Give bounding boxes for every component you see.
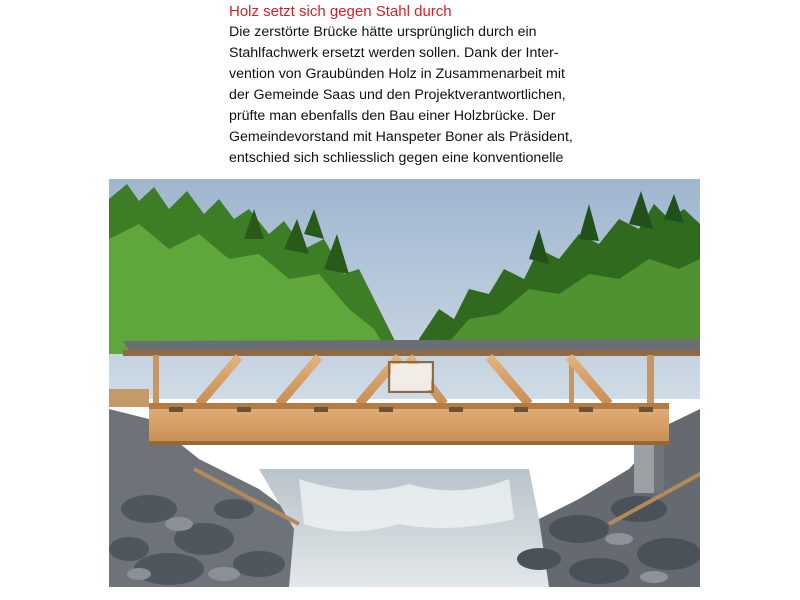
bridge-deck-bottom — [149, 441, 669, 445]
bridge-signboard — [391, 364, 431, 390]
article-line: Die zerstörte Brücke hätte ursprünglich durch ein — [229, 24, 537, 40]
article-line: vention von Graubünden Holz in Zusammenarbeit mit — [229, 66, 565, 82]
article-text-block — [229, 2, 589, 169]
bridge-roof — [123, 339, 700, 351]
bridge-roof-edge — [123, 350, 700, 356]
bridge-pier-shadow — [654, 441, 664, 493]
article-heading: Holz setzt sich gegen Stahl durch — [229, 3, 452, 20]
article-line: Gemeindevorstand mit Hanspeter Boner als Präsident, — [229, 129, 573, 145]
article-line: Stahlfachwerk ersetzt werden sollen. Dank der Inter- — [229, 45, 559, 61]
article-line: entschied sich schliesslich gegen eine konventionelle — [229, 150, 564, 166]
left-abutment — [109, 389, 149, 407]
bridge-photo — [109, 179, 700, 587]
article-line: prüfte man ebenfalls den Bau einer Holzbrücke. Der — [229, 108, 556, 124]
article-line: der Gemeinde Saas und den Projektverantwortlichen, — [229, 87, 566, 103]
